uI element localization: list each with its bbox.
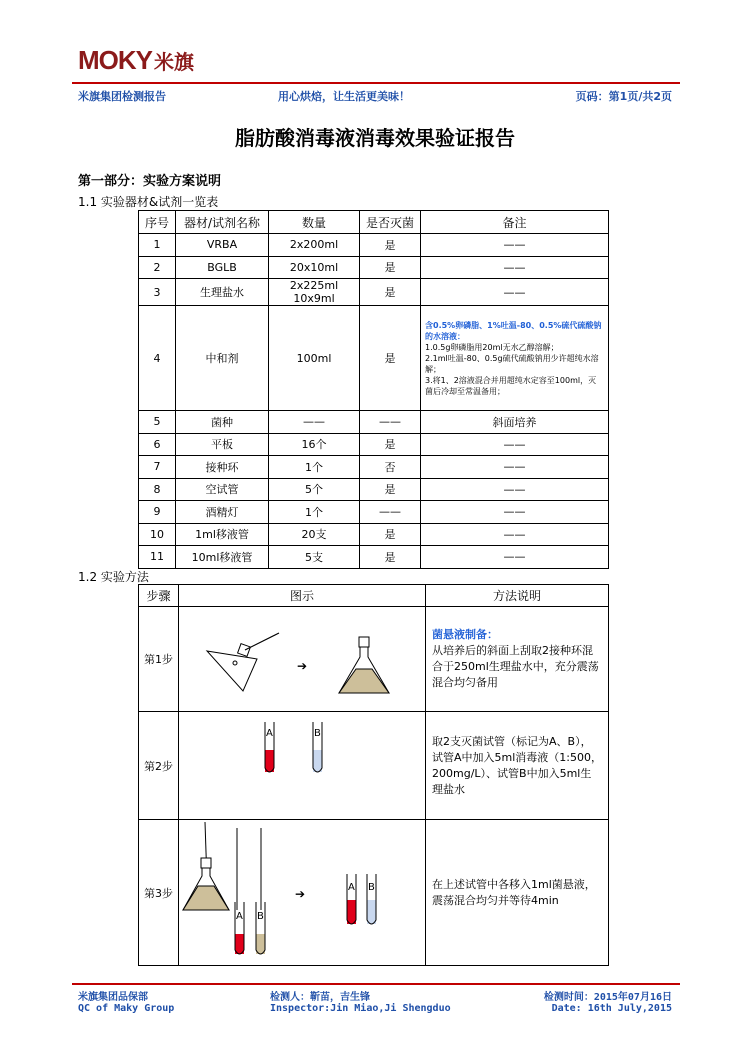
cell: —— — [360, 501, 421, 524]
step2-illustration — [179, 712, 426, 820]
cell: 2x225ml 10x9ml — [269, 279, 360, 306]
cell: 是 — [360, 478, 421, 501]
cell: 空试管 — [176, 478, 269, 501]
cell: 是 — [360, 523, 421, 546]
table-row — [139, 501, 609, 524]
tube-a-label: A — [348, 882, 355, 893]
col-header: 备注 — [421, 211, 609, 234]
step3-illustration — [179, 820, 426, 966]
flask-with-pipette-icon — [183, 822, 229, 910]
test-tube-a-icon — [235, 902, 244, 954]
cell: —— — [421, 523, 609, 546]
note-line: 1.0.5g卵磷脂用20ml无水乙醇溶解； — [425, 342, 559, 352]
cell: VRBA — [176, 234, 269, 257]
header-divider — [72, 82, 680, 84]
table-row — [139, 607, 609, 712]
col-header: 器材/试剂名称 — [176, 211, 269, 234]
col-header: 方法说明 — [426, 585, 609, 607]
step3-description: 在上述试管中各移入1ml菌悬液，震荡混合均匀并等待4min — [426, 820, 609, 966]
cell: 1个 — [269, 501, 360, 524]
cell: 7 — [139, 456, 176, 479]
test-tube-b-icon — [313, 722, 322, 772]
step2-description: 取2支灭菌试管（标记为A、B），试管A中加入5ml消毒液（1:500，200mg/L）、试管B中加入5ml生理盐水 — [426, 712, 609, 820]
flask-inoculation-figure — [179, 607, 425, 708]
result-tube-a-icon — [347, 874, 356, 924]
cell: —— — [421, 478, 609, 501]
cell: 生理盐水 — [176, 279, 269, 306]
cell: 1 — [139, 234, 176, 257]
table-row — [139, 411, 609, 434]
cell: 9 — [139, 501, 176, 524]
header-center: 用心烘焙，让生活更美味！ — [278, 90, 410, 103]
pipette-icon — [237, 828, 261, 910]
cell: 2 — [139, 256, 176, 279]
cell: 是 — [360, 433, 421, 456]
cell: —— — [421, 546, 609, 569]
cell: 1ml移液管 — [176, 523, 269, 546]
company-logo — [78, 44, 194, 76]
note-line: 3.将1、2溶液混合并用超纯水定容至100ml，灭菌后冷却至常温备用； — [425, 375, 597, 396]
cell: 5支 — [269, 546, 360, 569]
note-line: 2.1ml吐温-80、0.5g硫代硫酸钠用少许超纯水溶解； — [425, 353, 599, 374]
table-row — [139, 279, 609, 306]
cell: 中和剂 — [176, 306, 269, 411]
cell: 接种环 — [176, 456, 269, 479]
step-label: 第2步 — [139, 712, 179, 820]
step1-illustration — [179, 607, 426, 712]
cell: 否 — [360, 456, 421, 479]
cell: 10ml移液管 — [176, 546, 269, 569]
tube-a-label: A — [266, 728, 273, 739]
tube-b-label: B — [257, 911, 264, 922]
filled-flask-icon — [339, 637, 389, 693]
col-header: 图示 — [179, 585, 426, 607]
step-label: 第1步 — [139, 607, 179, 712]
cell: —— — [269, 411, 360, 434]
table-row — [139, 306, 609, 411]
cell: 是 — [360, 546, 421, 569]
table-header-row — [139, 585, 609, 607]
cell: 平板 — [176, 433, 269, 456]
cell: 10 — [139, 523, 176, 546]
part-heading: 第一部分：实验方案说明 — [78, 174, 222, 189]
neutralizer-note — [421, 306, 609, 411]
cell: 5 — [139, 411, 176, 434]
footer-date-en: Date: 16th July,2015 — [551, 1003, 672, 1014]
cell: 3 — [139, 279, 176, 306]
cell: —— — [421, 279, 609, 306]
cell: 20支 — [269, 523, 360, 546]
col-header: 步骤 — [139, 585, 179, 607]
footer-left-cn: 米旗集团品保部 — [78, 992, 148, 1003]
section-1-1: 1.1 实验器材&试剂一览表 — [78, 195, 219, 209]
cell: —— — [360, 411, 421, 434]
footer-inspector-en: Inspector:Jin Miao,Ji Shengduo — [270, 1003, 451, 1014]
tube-b-label: B — [314, 728, 321, 739]
cell: 是 — [360, 256, 421, 279]
cell: —— — [421, 256, 609, 279]
cell: BGLB — [176, 256, 269, 279]
page-number: 页码：第1页/共2页 — [575, 90, 672, 103]
table-row — [139, 433, 609, 456]
test-tube-a-icon — [265, 722, 274, 772]
table-row — [139, 546, 609, 569]
cell: 6 — [139, 433, 176, 456]
cell: 16个 — [269, 433, 360, 456]
cell: 菌种 — [176, 411, 269, 434]
cell: 是 — [360, 279, 421, 306]
cell: 100ml — [269, 306, 360, 411]
table-row — [139, 256, 609, 279]
step1-description — [426, 607, 609, 712]
desc-title: 菌悬液制备： — [432, 628, 498, 641]
cell: 斜面培养 — [421, 411, 609, 434]
cell: 酒精灯 — [176, 501, 269, 524]
footer-date-cn: 检测时间：2015年07月16日 — [543, 992, 672, 1003]
page-title: 脂肪酸消毒液消毒效果验证报告 — [235, 126, 515, 150]
cell: —— — [421, 456, 609, 479]
arrow-icon: ➔ — [295, 887, 306, 901]
desc-body: 从培养后的斜面上刮取2接种环混合于250ml生理盐水中，充分震荡混合均匀备用 — [432, 644, 599, 689]
cell: —— — [421, 433, 609, 456]
cell: 20x10ml — [269, 256, 360, 279]
footer-left-en: QC of Maky Group — [78, 1003, 175, 1014]
table-row — [139, 456, 609, 479]
open-flask-icon — [207, 633, 279, 691]
footer-inspector-cn: 检测人：靳苗，吉生锋 — [270, 992, 370, 1003]
arrow-icon: ➔ — [297, 659, 308, 673]
section-1-2: 1.2 实验方法 — [78, 570, 149, 584]
step-label: 第3步 — [139, 820, 179, 966]
result-tube-b-icon — [367, 874, 376, 924]
table-row — [139, 234, 609, 257]
header-left: 米旗集团检测报告 — [78, 90, 166, 103]
cell: 11 — [139, 546, 176, 569]
equipment-table — [138, 210, 609, 569]
method-table — [138, 584, 609, 966]
table-row — [139, 523, 609, 546]
table-row — [139, 820, 609, 966]
cell: —— — [421, 501, 609, 524]
logo-cn: 米旗 — [154, 49, 194, 74]
tube-b-label: B — [368, 882, 375, 893]
tube-a-label: A — [236, 911, 243, 922]
cell: 4 — [139, 306, 176, 411]
cell: 5个 — [269, 478, 360, 501]
table-row — [139, 712, 609, 820]
pipette-transfer-figure — [179, 820, 425, 962]
note-title: 含0.5%卵磷脂、1%吐温-80、0.5%硫代硫酸钠的水溶液： — [425, 320, 602, 341]
col-header: 数量 — [269, 211, 360, 234]
cell: 8 — [139, 478, 176, 501]
logo-text: MOKY — [78, 44, 152, 75]
cell: 是 — [360, 234, 421, 257]
col-header: 序号 — [139, 211, 176, 234]
col-header: 是否灭菌 — [360, 211, 421, 234]
table-header-row — [139, 211, 609, 234]
table-row — [139, 478, 609, 501]
tubes-figure — [179, 712, 425, 816]
footer-divider — [72, 983, 680, 985]
cell: 是 — [360, 306, 421, 411]
cell: 1个 — [269, 456, 360, 479]
cell: 2x200ml — [269, 234, 360, 257]
cell: —— — [421, 234, 609, 257]
